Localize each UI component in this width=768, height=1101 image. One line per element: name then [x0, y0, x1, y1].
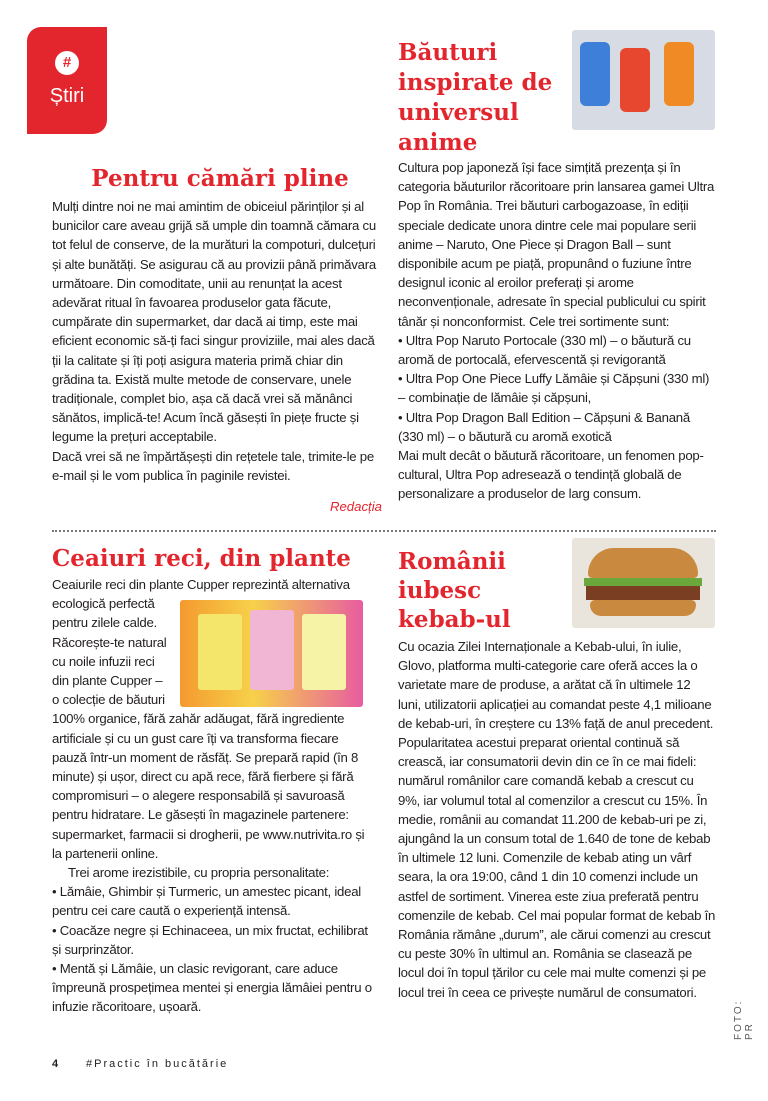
list-item: • Lămâie, Ghimbir și Turmeric, un amestec picant, ideal pentru cei care caută o experiență intensă.	[52, 884, 361, 919]
meat	[586, 586, 700, 600]
intro-line: din plante Cupper –	[52, 673, 163, 689]
kebab-image	[572, 538, 715, 628]
photo-credit: FOTO: PR	[733, 999, 755, 1040]
can-naruto	[664, 42, 694, 106]
paragraph: Mulți dintre noi ne mai amintim de obiceiul părinților și al bunicilor care aveau grijă să umple din toamnă cămara cu tot felul de conserve, de la murături la compoturi, dulcețuri și alte bunătăți. Se asigurau că au provizii până primăvara următoare. Din comoditate, unii au renunțat la acest adevărat ritual în favoarea produselor gata făcute, cumpărate din supermarket, dar dacă ai timp, este mai eficient economic să-ți faci singur proviziile, mai ales dacă ții la calitate și îți poți asigura materia primă chiar din grădina ta. Există multe metode de conservare, unele tradiționale, complet bio, așa că dacă vrei să mănânci sănătos, implică-te! Acum încă găsești în piețe fructe și legume la prețuri acceptabile.	[52, 199, 376, 445]
article-title-ceaiuri: Ceaiuri reci, din plante	[52, 545, 351, 572]
list-item: • Ultra Pop Naruto Portocale (330 ml) – o băutură cu aromă de portocală, efervescentă și revigorantă	[398, 332, 691, 368]
bun-bottom	[590, 600, 696, 616]
paragraph: Mai mult decât o băutură răcoritoare, un fenomen pop-cultural, Ultra Pop adresează o tendință globală de personalizare a produselor de larg consum.	[398, 448, 704, 502]
intro-line: cu noile infuzii reci	[52, 653, 155, 669]
paragraph: Cu ocazia Zilei Internaționale a Kebab-ului, în iulie, Glovo, platforma multi-categorie care oferă acces la o varietate mare de produse, a arătat că în ultimele 12 luni, utilizatorii aplicației au comandat peste 4,1 milioane de kebab-uri, în creștere cu 13% față de anul precedent. Popularitatea acestui preparat oriental continuă să crească, iar consumatorii devin din ce în ce mai fideli: numărul românilor care comandă kebab a crescut cu 9%, iar volumul total al comenzilor a crescut cu 15%. În medie, românii au comandat 11.200 de kebab-uri pe zi, ajungând la un consum total de 1.640 de tone de kebab în ultimele 12 luni. Comenzile de kebab ating un vârf seara, la ora 19:00, când 1 din 10 comenzi include un astfel de sortiment. Vinerea este ziua preferată pentru comenzile de kebab. Cel mai popular format de kebab în România rămâne „durum”, ale cărui comenzi au crescut cu peste 30% în ultimul an. România se clasează pe locul doi în topul țărilor cu cele mai multe comenzi și pe locul trei în ceea ce privește numărul de consumatori.	[398, 639, 716, 1000]
article-body-camari	[52, 197, 385, 485]
list-item: • Coacăze negre și Echinaceea, un mix fructat, echilibrat și surprinzător.	[52, 922, 368, 957]
intro-line: pentru zilele calde.	[52, 615, 157, 631]
list-item: • Ultra Pop Dragon Ball Edition – Căpșuni & Banană (330 ml) – o băutură cu aromă exotică	[398, 409, 690, 444]
list-item: • Mentă și Lămâie, un clasic revigorant, care aduce împreună prospețimea mentei și energia lămâiei pentru o infuzie răcoritoare, ușoară.	[52, 961, 372, 1015]
page-number: 4	[52, 1058, 59, 1070]
magazine-name: #Practic în bucătărie	[86, 1058, 229, 1070]
can-one-piece	[620, 48, 650, 112]
intro-line: o colecție de băuturi	[52, 692, 165, 708]
intro-line: Ceaiurile reci din plante Cupper reprezintă alternativa	[52, 577, 350, 592]
intro-line: Răcorește-te natural	[52, 634, 167, 650]
article-body-ceaiuri	[52, 575, 372, 1017]
lettuce	[584, 578, 702, 586]
article-title-kebab: Românii iubesc kebab-ul	[398, 548, 511, 633]
article-title-bauturi: Băuturi inspirate de universul anime	[398, 39, 553, 156]
hash-icon: #	[55, 51, 79, 75]
list-item: • Ultra Pop One Piece Luffy Lămâie și Căpșuni (330 ml) – combinație de lămâie și căpșuni,	[398, 371, 710, 406]
ultra-pop-cans-image	[572, 30, 715, 130]
intro-line: ecologică perfectă	[52, 596, 155, 612]
paragraph: Trei arome irezistibile, cu propria personalitate:	[68, 865, 330, 881]
signature: Redacția	[329, 499, 382, 514]
bun-top	[588, 548, 698, 578]
article-body-kebab	[398, 637, 716, 1002]
paragraph: 100% organice, fără zahăr adăugat, fără ingrediente artificiale și cu un gust care îți va transforma fiecare pauză într-un moment de răsfăț. Se prepară rapid (în 8 minute) și ușor, direct cu apă rece, fără fierbere și fără compromisuri – o alegere responsabilă și savuroasă pentru hidratare. Le găsești în magazinele partenere: supermarket, farmacii si drogherii, pe www.nutrivita.ro și la partenerii online.	[52, 711, 365, 861]
section-badge	[27, 27, 107, 134]
can-dragon-ball	[580, 42, 610, 106]
article-title-camari: Pentru cămări pline	[91, 165, 349, 192]
paragraph: Cultura pop japoneză își face simțită prezența și în categoria băuturilor răcoritoare prin lansarea gamei Ultra Pop în România. Trei băuturi carbogazoase, în ediții speciale dedicate unora dintre cele mai populare serii anime – Naruto, One Piece și Dragon Ball – sunt disponibile acum pe piață, propunând o fuziune între designul iconic al eroilor preferați și arome neconvenționale, adresate în special publicului cu spirit tânăr și nonconformist. Cele trei sortimente sunt:	[398, 160, 715, 329]
divider	[52, 530, 716, 532]
article-body-bauturi	[398, 158, 716, 504]
paragraph: Dacă vrei să ne împărtășești din rețetele tale, trimite-le pe e-mail și le vom publica în paginile revistei.	[52, 448, 374, 483]
badge-label: Știri	[49, 85, 85, 107]
